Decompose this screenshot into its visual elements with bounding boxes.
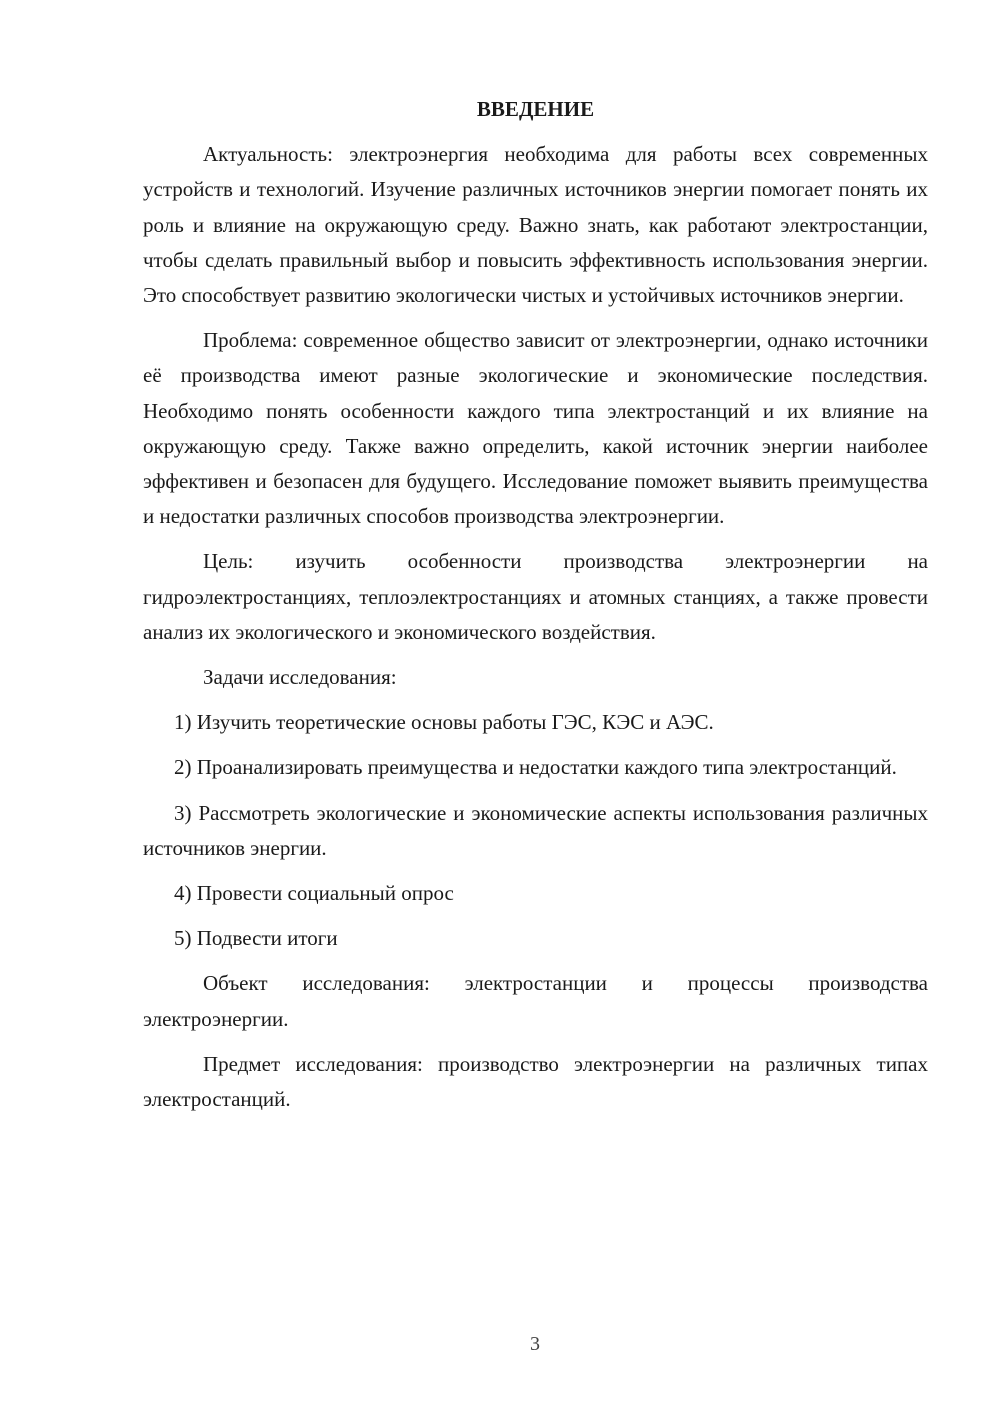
section-title: ВВЕДЕНИЕ <box>476 97 595 121</box>
task-item-3: 3) Рассмотреть экологические и экономические аспекты использования различных источников энергии. <box>143 800 928 860</box>
problem-paragraph: Проблема: современное общество зависит от электроэнергии, однако источники её производства имеют разные экологические и экономические последствия. Необходимо понять особенности каждого типа электростанций и их влияние на окружающую среду. Также важно определить, какой источник энергии наиболее эффективен и безопасен для будущего. Исследование поможет выявить преимущества и недостатки различных способов производства электроэнергии. <box>143 328 928 529</box>
page-number: 3 <box>530 1333 540 1355</box>
document-page <box>143 92 928 1127</box>
relevance-paragraph: Актуальность: электроэнергия необходима для работы всех современных устройств и технологий. Изучение различных источников энергии помогает понять их роль и влияние на окружающую среду. Важно знать, как работают электростанции, чтобы сделать правильный выбор и повысить эффективность использования энергии. Это способствует развитию экологически чистых и устойчивых источников энергии. <box>143 142 928 308</box>
task-item-1: 1) Изучить теоретические основы работы ГЭС, КЭС и АЭС. <box>174 710 714 735</box>
task-item-4: 4) Провести социальный опрос <box>174 881 454 906</box>
goal-paragraph: Цель: изучить особенности производства электроэнергии на гидроэлектростанциях, теплоэлектростанциях и атомных станциях, а также провести анализ их экологического и экономического воздействия. <box>143 549 928 644</box>
object-paragraph: Объект исследования: электростанции и процессы производства электроэнергии. <box>143 971 928 1031</box>
task-item-2: 2) Проанализировать преимущества и недостатки каждого типа электростанций. <box>174 755 897 780</box>
subject-paragraph: Предмет исследования: производство электроэнергии на различных типах электростанций. <box>143 1051 928 1112</box>
tasks-heading: Задачи исследования: <box>203 665 397 690</box>
task-item-5: 5) Подвести итоги <box>174 926 338 951</box>
